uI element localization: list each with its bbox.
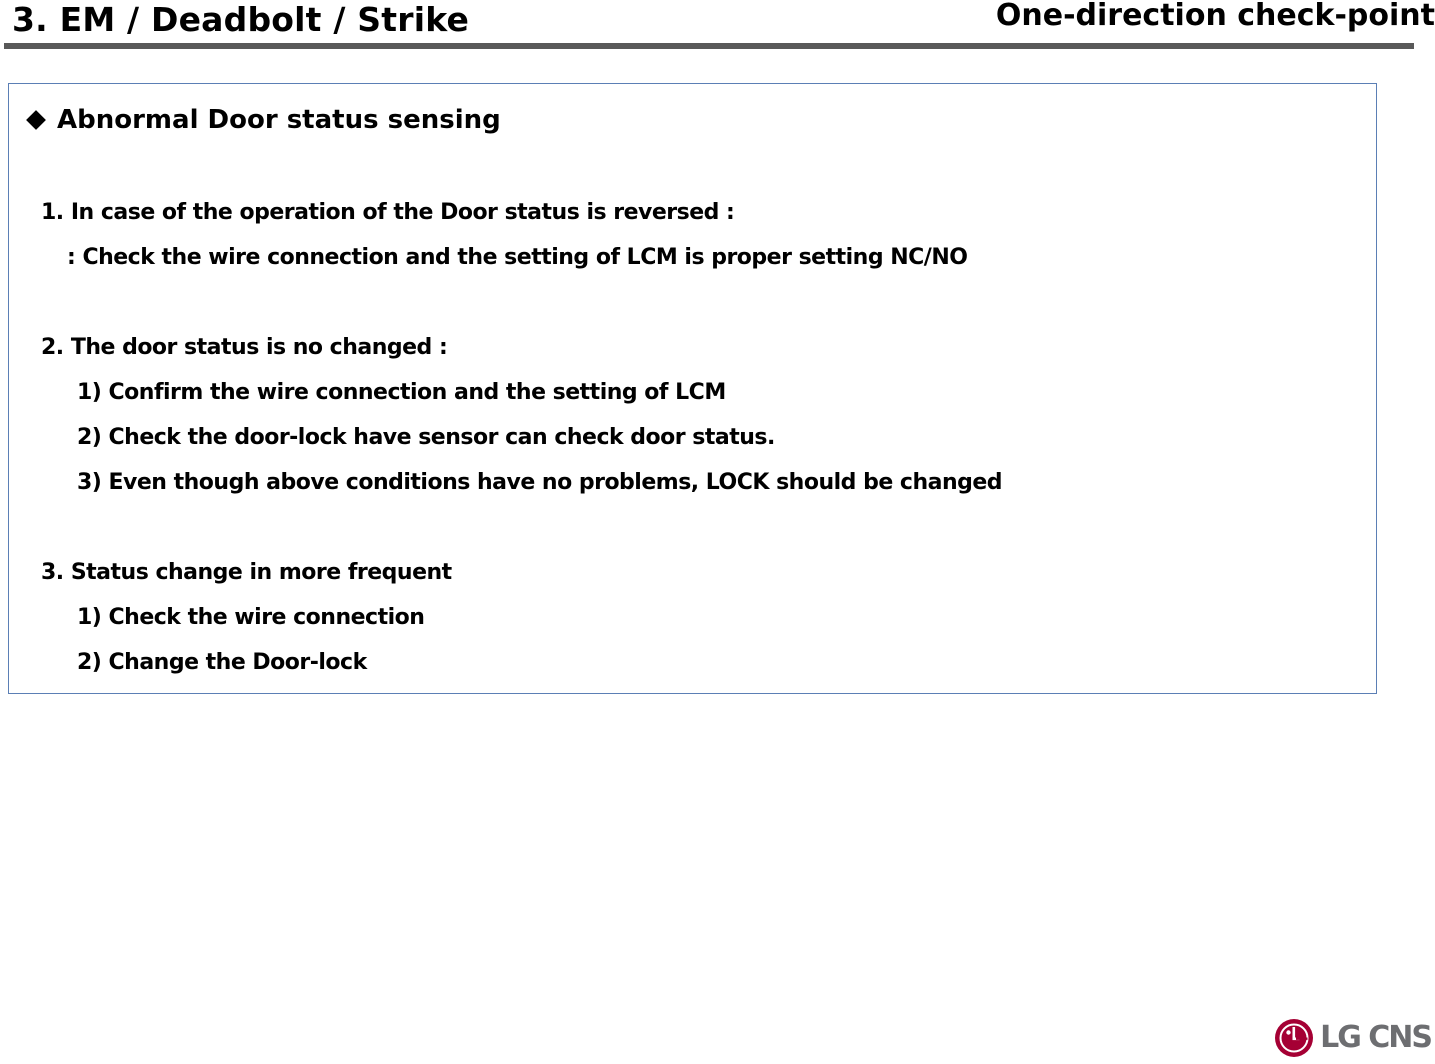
title-divider xyxy=(4,43,1414,49)
item-1-title: 1. In case of the operation of the Door status is reversed : xyxy=(41,200,735,225)
section-label: One-direction check-point xyxy=(995,0,1435,33)
item-2-step-1: 1) Confirm the wire connection and the setting of LCM xyxy=(77,380,726,405)
lg-face-icon xyxy=(1274,1018,1314,1058)
item-1-detail: : Check the wire connection and the setting of LCM is proper setting NC/NO xyxy=(67,245,968,270)
item-3-step-2: 2) Change the Door-lock xyxy=(77,650,367,675)
item-3-step-1: 1) Check the wire connection xyxy=(77,605,425,630)
item-3-title: 3. Status change in more frequent xyxy=(41,560,452,585)
logo-text: LG CNS xyxy=(1320,1020,1431,1055)
diamond-bullet-icon xyxy=(26,110,46,130)
content-box xyxy=(8,83,1377,694)
item-2-step-3: 3) Even though above conditions have no problems, LOCK should be changed xyxy=(77,470,1003,495)
slide-title: 3. EM / Deadbolt / Strike xyxy=(12,0,470,39)
item-2-title: 2. The door status is no changed : xyxy=(41,335,448,360)
lg-cns-logo xyxy=(1274,1018,1431,1058)
heading-text: Abnormal Door status sensing xyxy=(57,105,501,135)
item-2-step-2: 2) Check the door-lock have sensor can check door status. xyxy=(77,425,775,450)
section-heading xyxy=(24,100,501,140)
